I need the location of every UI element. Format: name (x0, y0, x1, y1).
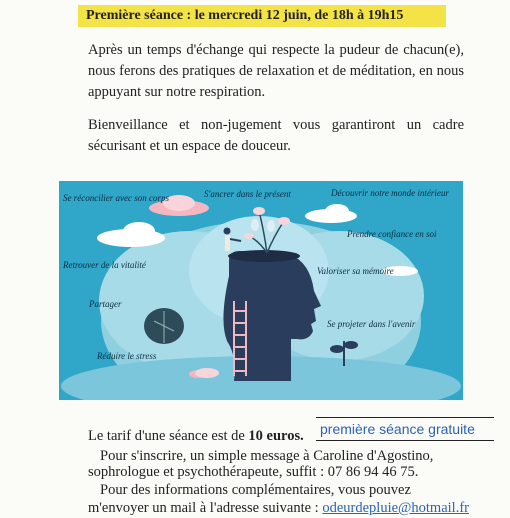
register-line-2: sophrologue et psychothérapeute, suffit : 07 86 94 46 75. (88, 464, 419, 480)
info-line-1: Pour des informations complémentaires, vous pouvez (100, 482, 411, 498)
session-date-highlight: Première séance : le mercredi 12 juin, de 18h à 19h15 (78, 5, 446, 27)
label-reconcile-body: Se réconcilier avec son corps (63, 193, 169, 203)
label-memory: Valoriser sa mémoire (317, 266, 394, 276)
intro-paragraph: Après un temps d'échange qui respecte la pudeur de chacun(e), nous ferons des pratiques de relaxation et de méditation, en nous appuyant sur notre respiration. (88, 42, 464, 100)
illustration-art (59, 181, 463, 400)
free-session-note: première séance gratuite (316, 417, 494, 441)
register-line-1: Pour s'inscrire, un simple message à Caroline d'Agostino, (100, 448, 434, 464)
info-line-2-prefix: m'envoyer un mail à l'adresse suivante : (88, 500, 319, 516)
label-reduce-stress: Réduire le stress (97, 351, 157, 361)
info-line-2 (88, 498, 469, 518)
label-future: Se projeter dans l'avenir (327, 319, 416, 329)
price-prefix: Le tarif d'une séance est de (88, 428, 245, 444)
label-anchor-present: S'ancrer dans le présent (204, 189, 291, 199)
label-inner-world: Découvrir notre monde intérieur (331, 188, 449, 198)
label-share: Partager (89, 299, 122, 309)
price-value: 10 euros. (248, 428, 304, 444)
relaxation-illustration (59, 181, 463, 400)
email-link[interactable]: odeurdepluie@hotmail.fr (322, 500, 469, 516)
label-vitality: Retrouver de la vitalité (63, 260, 146, 270)
label-self-confidence: Prendre confiance en soi (347, 229, 437, 239)
price-line (88, 426, 304, 446)
benefits-paragraph: Bienveillance et non-jugement vous garantiront un cadre sécurisant et un espace de douceur. (88, 117, 464, 154)
